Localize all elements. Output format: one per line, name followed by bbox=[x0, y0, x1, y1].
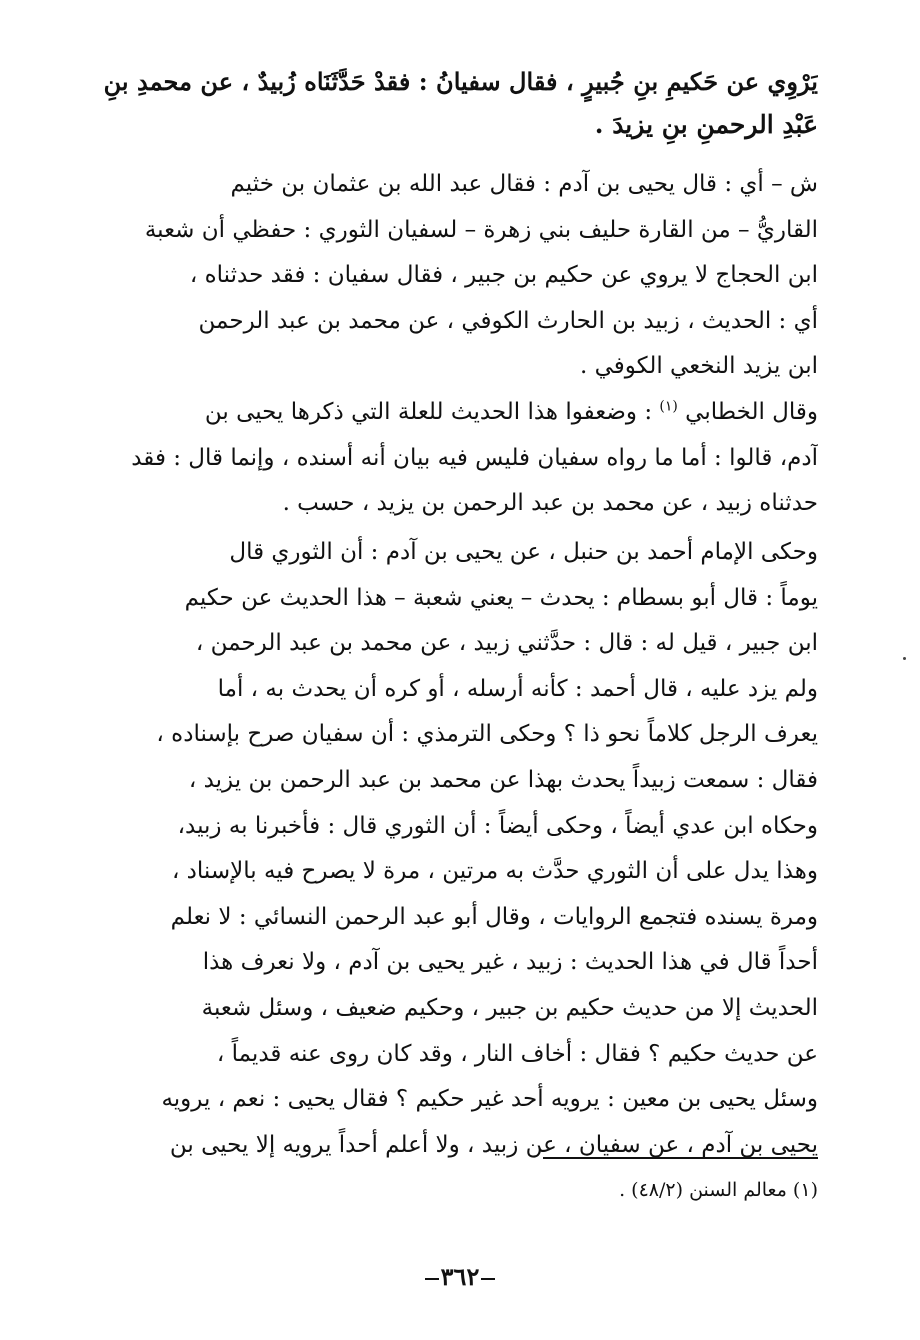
paragraph-line: القاريُّ – من القارة حليف بني زهرة – لسفيان الثوري : حفظي أن شعبة bbox=[144, 216, 818, 243]
page-number-dash bbox=[481, 1278, 495, 1280]
page-number-value: ٣٦٢ bbox=[440, 1262, 480, 1291]
footnote-separator bbox=[543, 1157, 818, 1159]
paragraph-line: أحداً قال في هذا الحديث : زبيد ، غير يحيى بن آدم ، ولا نعرف هذا bbox=[202, 949, 818, 976]
paragraph-line: يوماً : قال أبو بسطام : يحدث – يعني شعبة – هذا الحديث عن حكيم bbox=[184, 584, 818, 611]
paragraph-line: ابن الحجاج لا يروي عن حكيم بن جبير ، فقال سفيان : فقد حدثناه ، bbox=[189, 262, 818, 289]
commentary-paragraph-3 bbox=[96, 530, 818, 1168]
footnote: (١) معالم السنن (٤٨/٢) . bbox=[619, 1179, 818, 1201]
scan-speck bbox=[903, 657, 906, 660]
paragraph-line-end: : وضعفوا هذا الحديث للعلة التي ذكرها يحيى بن bbox=[204, 399, 660, 425]
page-number bbox=[0, 1262, 920, 1291]
paragraph-line: فقال : سمعت زبيداً يحدث بهذا عن محمد بن عبد الرحمن بن يزيد ، bbox=[188, 766, 818, 793]
paragraph-line: وحكاه ابن عدي أيضاً ، وحكى أيضاً : أن الثوري قال : فأخبرنا به زبيد، bbox=[177, 812, 818, 839]
page-number-dash bbox=[425, 1278, 439, 1280]
paragraph-line: آدم، قالوا : أما ما رواه سفيان فليس فيه بيان أنه أسنده ، وإنما قال : فقد bbox=[131, 444, 818, 471]
commentary-paragraph-2 bbox=[96, 390, 818, 527]
paragraph-line: يعرف الرجل كلاماً نحو ذا ؟ وحكى الترمذي : أن سفيان صرح بإسناده ، bbox=[156, 721, 818, 748]
paragraph-line: وسئل يحيى بن معين : يرويه أحد غير حكيم ؟ فقال يحيى : نعم ، يرويه bbox=[161, 1086, 818, 1113]
paragraph-line: وهذا يدل على أن الثوري حدَّث به مرتين ، مرة لا يصرح فيه بالإسناد ، bbox=[171, 858, 818, 885]
hadith-line: عَبْدِ الرحمنِ بنِ يزيدَ . bbox=[594, 110, 818, 139]
paragraph-line: وحكى الإمام أحمد بن حنبل ، عن يحيى بن آدم : أن الثوري قال bbox=[229, 539, 818, 565]
paragraph-line: ابن جبير ، قيل له : قال : حدَّثني زبيد ، عن محمد بن عبد الرحمن ، bbox=[195, 630, 818, 657]
paragraph-line: أي : الحديث ، زبيد بن الحارث الكوفي ، عن محمد بن عبد الرحمن bbox=[198, 307, 818, 334]
paragraph-line: ابن يزيد النخعي الكوفي . bbox=[579, 353, 818, 380]
hadith-text bbox=[96, 60, 818, 146]
commentary-paragraph-1 bbox=[96, 162, 818, 390]
paragraph-line: ولم يزد عليه ، قال أحمد : كأنه أرسله ، أو كره أن يحدث به ، أما bbox=[217, 675, 818, 702]
paragraph-line bbox=[96, 390, 818, 436]
paragraph-line: حدثناه زبيد ، عن محمد بن عبد الرحمن بن يزيد ، حسب . bbox=[282, 490, 818, 517]
footnote-reference: (١) bbox=[659, 398, 678, 415]
paragraph-line: عن حديث حكيم ؟ فقال : أخاف النار ، وقد كان روى عنه قديماً ، bbox=[216, 1040, 818, 1067]
hadith-line: يَرْوِي عن حَكيمِ بنِ جُبيرٍ ، فقال سفيانُ : فقدْ حَدَّثَنَاه زُبيدٌ ، عن محمدِ بنِ bbox=[103, 67, 818, 96]
paragraph-line: الحديث إلا من حديث حكيم بن جبير ، وحكيم ضعيف ، وسئل شعبة bbox=[201, 994, 818, 1021]
paragraph-line: يحيى بن آدم ، عن سفيان ، عن زبيد ، ولا أعلم أحداً يرويه إلا يحيى بن bbox=[169, 1131, 818, 1158]
paragraph-line: ش – أي : قال يحيى بن آدم : فقال عبد الله بن عثمان بن خثيم bbox=[230, 171, 818, 197]
paragraph-line-start: وقال الخطابي bbox=[685, 399, 818, 425]
paragraph-line: ومرة يسنده فتجمع الروايات ، وقال أبو عبد الرحمن النسائي : لا نعلم bbox=[170, 903, 818, 930]
